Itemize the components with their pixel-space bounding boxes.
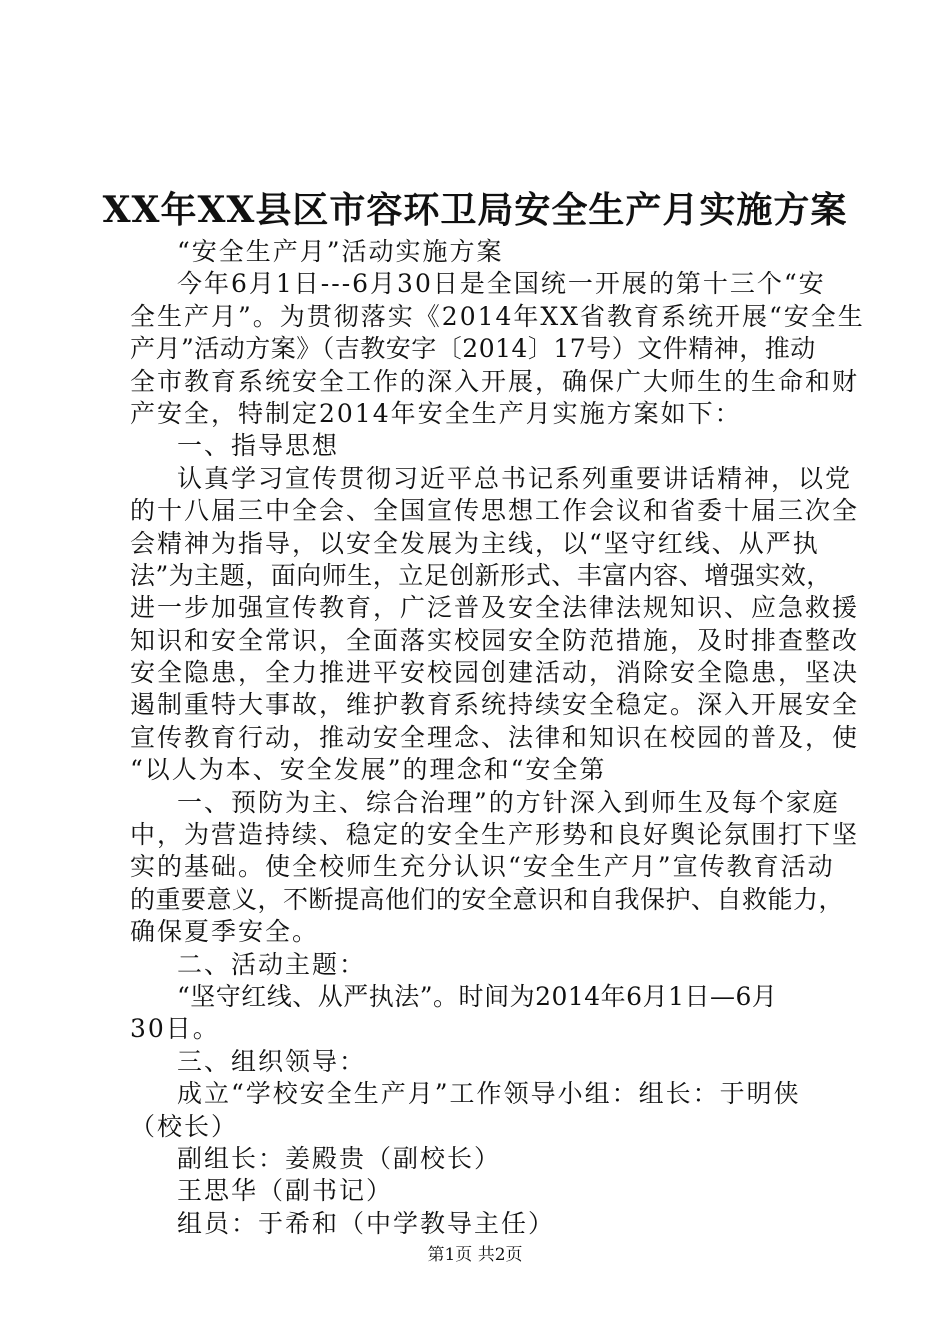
paragraph-line: 知识和安全常识，全面落实校园安全防范措施，及时排查整改 [130, 625, 860, 655]
paragraph-line: 认真学习宣传贯彻习近平总书记系列重要讲话精神，以党 [177, 463, 853, 493]
paragraph-line: 遏制重特大事故，维护教育系统持续安全稳定。深入开展安全 [130, 690, 860, 720]
paragraph-line: 的重要意义，不断提高他们的安全意识和自我保护、自救能力， [130, 884, 845, 914]
paragraph-line: 安全隐患，全力推进平安校园创建活动，消除安全隐患，坚决 [130, 658, 860, 688]
paragraph-line: 产月”活动方案》（吉教安字〔2014〕17号）文件精神，推动 [130, 334, 816, 364]
paragraph-line: “坚守红线、从严执法”。时间为2014年6月1日—6月 [177, 981, 778, 1011]
paragraph-line: 产安全，特制定2014年安全生产月实施方案如下： [130, 398, 742, 428]
paragraph-line: 宣传教育行动，推动安全理念、法律和知识在校园的普及，使 [130, 722, 860, 752]
section-heading: 一、指导思想 [177, 431, 340, 461]
paragraph-line: “以人为本、安全发展”的理念和“安全第 [130, 755, 607, 785]
document-body [130, 236, 865, 1240]
paragraph-line: 一、预防为主、综合治理”的方针深入到师生及每个家庭 [177, 787, 840, 817]
document-title: XX年XX县区市容环卫局安全生产月实施方案 [102, 189, 848, 231]
paragraph-line: 成立“学校安全生产月”工作领导小组：组长：于明侠 [177, 1079, 801, 1109]
page-footer: 第1页 共2页 [427, 1245, 523, 1265]
paragraph-line: 全生产月”。为贯彻落实《2014年XX省教育系统开展“安全生 [130, 301, 865, 331]
paragraph-line: 副组长：姜殿贵（副校长） [177, 1143, 502, 1173]
section-heading: 三、组织领导： [177, 1046, 367, 1076]
paragraph-line: 30日。 [130, 1014, 220, 1044]
paragraph-line: 会精神为指导，以安全发展为主线，以“坚守红线、从严执 [130, 528, 820, 558]
paragraph-line: “安全生产月”活动实施方案 [177, 237, 504, 266]
paragraph-line: 中，为营造持续、稳定的安全生产形势和良好舆论氛围打下坚 [130, 820, 860, 850]
paragraph-line: 法”为主题，面向师生，立足创新形式、丰富内容、增强实效， [130, 560, 832, 590]
paragraph-line: 王思华（副书记） [177, 1176, 394, 1206]
paragraph-line: （校长） [130, 1111, 239, 1141]
paragraph-line: 确保夏季安全。 [130, 917, 320, 947]
paragraph-line: 今年6月1日---6月30日是全国统一开展的第十三个“安 [177, 269, 826, 299]
section-heading: 二、活动主题： [177, 949, 367, 979]
paragraph-line: 的十八届三中全会、全国宣传思想工作会议和省委十届三次全 [130, 496, 860, 526]
paragraph-line: 全市教育系统安全工作的深入开展，确保广大师生的生命和财 [130, 366, 860, 396]
paragraph-line: 实的基础。使全校师生充分认识“安全生产月”宣传教育活动 [130, 852, 835, 882]
paragraph-line: 进一步加强宣传教育，广泛普及安全法律法规知识、应急救援 [130, 593, 860, 623]
paragraph-line: 组员：于希和（中学教导主任） [177, 1208, 556, 1238]
